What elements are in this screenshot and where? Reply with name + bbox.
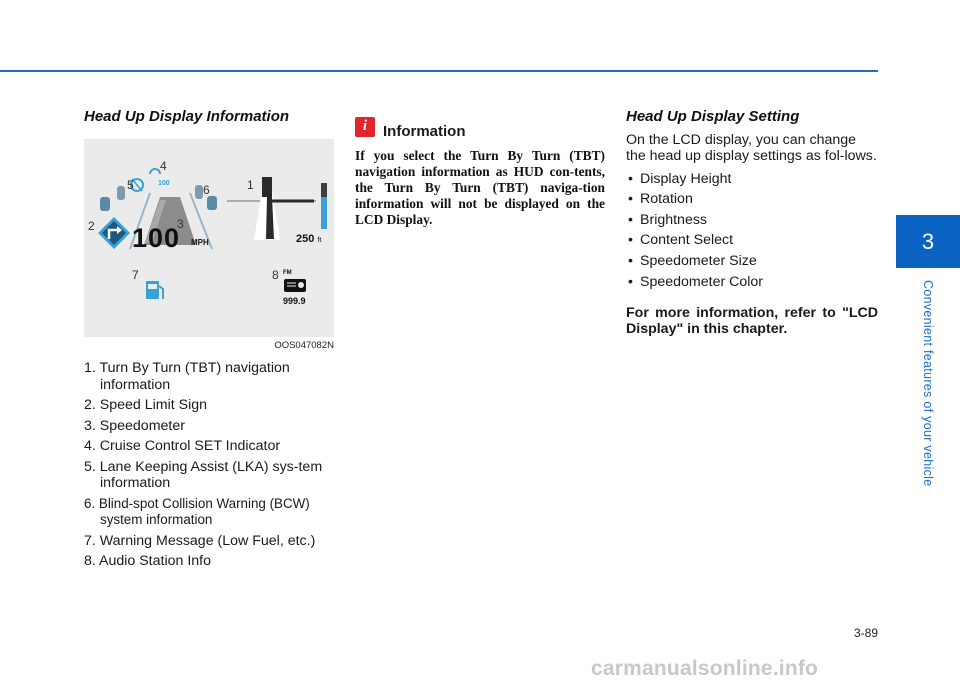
audio-station-icon: [284, 279, 306, 292]
tbt-turn-sign-icon: [98, 217, 130, 249]
list-item: • Brightness: [626, 212, 878, 229]
tbt-road-guide-icon: [227, 177, 316, 240]
page-number: 3-89: [853, 626, 878, 640]
hud-setting-intro: On the LCD display, you can change the head up display settings as fol-lows.: [626, 132, 877, 165]
callout-4: 4: [160, 159, 167, 173]
list-item: 1. Turn By Turn (TBT) navigation information: [84, 360, 290, 393]
callout-6: 6: [203, 183, 210, 197]
hud-information-heading: Head Up Display Information: [84, 108, 290, 125]
figure-caption: OOS047082N: [274, 340, 334, 351]
list-item: 3. Speedometer: [84, 417, 185, 434]
list-item: 4. Cruise Control SET Indicator: [84, 438, 281, 454]
list-item: 8. Audio Station Info: [84, 553, 211, 569]
info-icon: i: [355, 117, 375, 137]
list-item: • Rotation: [626, 191, 878, 208]
list-item: • Content Select: [626, 232, 878, 249]
list-item: • Speedometer Size: [626, 253, 878, 270]
tbt-distance: 250 ft: [296, 233, 322, 245]
list-item: 5. Lane Keeping Assist (LKA) sys-tem information: [84, 458, 323, 491]
radio-frequency: 999.9: [283, 296, 306, 306]
list-item: • Display Height: [626, 171, 878, 188]
speed-unit: MPH: [191, 238, 209, 247]
hud-setting-list: [626, 171, 878, 290]
list-item: 2. Speed Limit Sign: [84, 397, 208, 413]
speedometer-value: 100: [132, 223, 181, 253]
list-item: 7. Warning Message (Low Fuel, etc.): [84, 532, 316, 549]
cruise-set-speed: 100: [158, 180, 170, 187]
hud-items-list: [84, 360, 334, 570]
blind-spot-left-icon: [100, 186, 125, 211]
list-item: • Speedometer Color: [626, 274, 878, 291]
tbt-distance-bar: [321, 183, 327, 229]
header-rule: [0, 70, 878, 72]
low-fuel-warning-icon: [146, 281, 163, 299]
more-information-note: For more information, refer to "LCD Display" in this chapter.: [626, 305, 878, 338]
information-title: Information: [383, 123, 466, 140]
callout-8: 8: [272, 268, 279, 282]
information-note-header: [355, 113, 605, 140]
hud-setting-column: [626, 108, 878, 338]
list-item: 6. Blind-spot Collision Warning (BCW) system information: [84, 495, 310, 527]
chapter-number-tab: 3: [896, 215, 960, 268]
callout-5: 5: [127, 178, 134, 192]
watermark: carmanualsonline.info: [591, 657, 819, 680]
radio-band: FM: [283, 270, 292, 276]
chapter-title: Convenient features of your vehicle: [921, 279, 935, 487]
hud-setting-heading: Head Up Display Setting: [626, 108, 800, 125]
hud-figure: [84, 139, 334, 337]
callout-2: 2: [88, 219, 95, 233]
callout-7: 7: [132, 268, 139, 282]
callout-3: 3: [177, 217, 184, 231]
information-note-column: [355, 113, 605, 228]
hud-information-column: [84, 108, 334, 574]
cruise-set-icon: [150, 169, 160, 174]
callout-1: 1: [247, 178, 254, 192]
information-body: If you select the Turn By Turn (TBT) navigation information as HUD con-tents, the Turn By Turn (TBT) naviga-tion information will not be displayed on the LCD Display.: [355, 148, 605, 227]
